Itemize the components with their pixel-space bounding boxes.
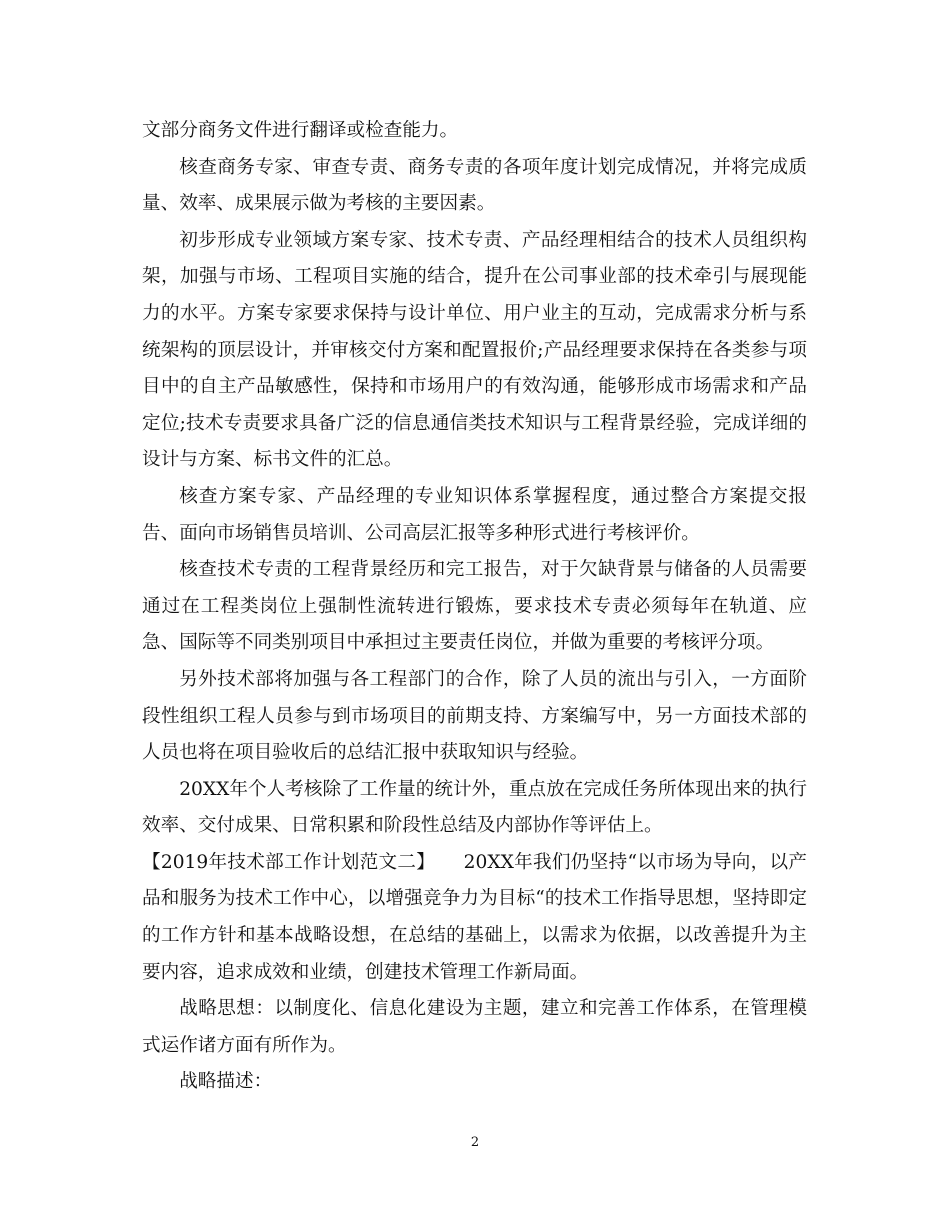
page-number: 2 <box>470 1135 480 1150</box>
paragraph-8: 【2019年技术部工作计划范文二】 20XX年我们仍坚持“以市场为导向，以产品和服务为技术工作中心，以增强竞争力为目标“的技术工作指导思想，坚持即定的工作方针和基本战略设想，在总结的基础上，以需求为依据，以改善提升为主要内容，追求成效和业绩，创建技术管理工作新局面。 <box>142 851 807 983</box>
paragraph-2: 核查商务专家、审查专责、商务专责的各项年度计划完成情况，并将完成质量、效率、成果展示做为考核的主要因素。 <box>142 156 807 215</box>
paragraph-1: 文部分商务文件进行翻译或检查能力。 <box>142 120 459 141</box>
paragraph-4: 核查方案专家、产品经理的专业知识体系掌握程度，通过整合方案提交报告、面向市场销售员培训、公司高层汇报等多种形式进行考核评价。 <box>142 485 807 544</box>
paragraph-7: 20XX年个人考核除了工作量的统计外，重点放在完成任务所体现出来的执行效率、交付成果、日常积累和阶段性总结及内部协作等评估上。 <box>142 778 807 837</box>
document-body <box>142 113 807 1101</box>
paragraph-6: 另外技术部将加强与各工程部门的合作，除了人员的流出与引入，一方面阶段性组织工程人员参与到市场项目的前期支持、方案编写中，另一方面技术部的人员也将在项目验收后的总结汇报中获取知识与经验。 <box>142 668 807 764</box>
paragraph-3: 初步形成专业领域方案专家、技术专责、产品经理相结合的技术人员组织构架，加强与市场、工程项目实施的结合，提升在公司事业部的技术牵引与展现能力的水平。方案专家要求保持与设计单位、用户业主的互动，完成需求分析与系统架构的顶层设计，并审核交付方案和配置报价;产品经理要求保持在各类参与项目中的自主产品敏感性，保持和市场用户的有效沟通，能够形成市场需求和产品定位;技术专责要求具备广泛的信息通信类技术知识与工程背景经验，完成详细的设计与方案、标书文件的汇总。 <box>142 229 807 471</box>
paragraph-10: 战略描述： <box>179 1071 273 1093</box>
paragraph-5: 核查技术专责的工程背景经历和完工报告，对于欠缺背景与储备的人员需要通过在工程类岗位上强制性流转进行锻炼，要求技术专责必须每年在轨道、应急、国际等不同类别项目中承担过主要责任岗位，并做为重要的考核评分项。 <box>142 559 807 654</box>
paragraph-9: 战略思想：以制度化、信息化建设为主题，建立和完善工作体系，在管理模式运作诸方面有所作为。 <box>142 998 807 1056</box>
